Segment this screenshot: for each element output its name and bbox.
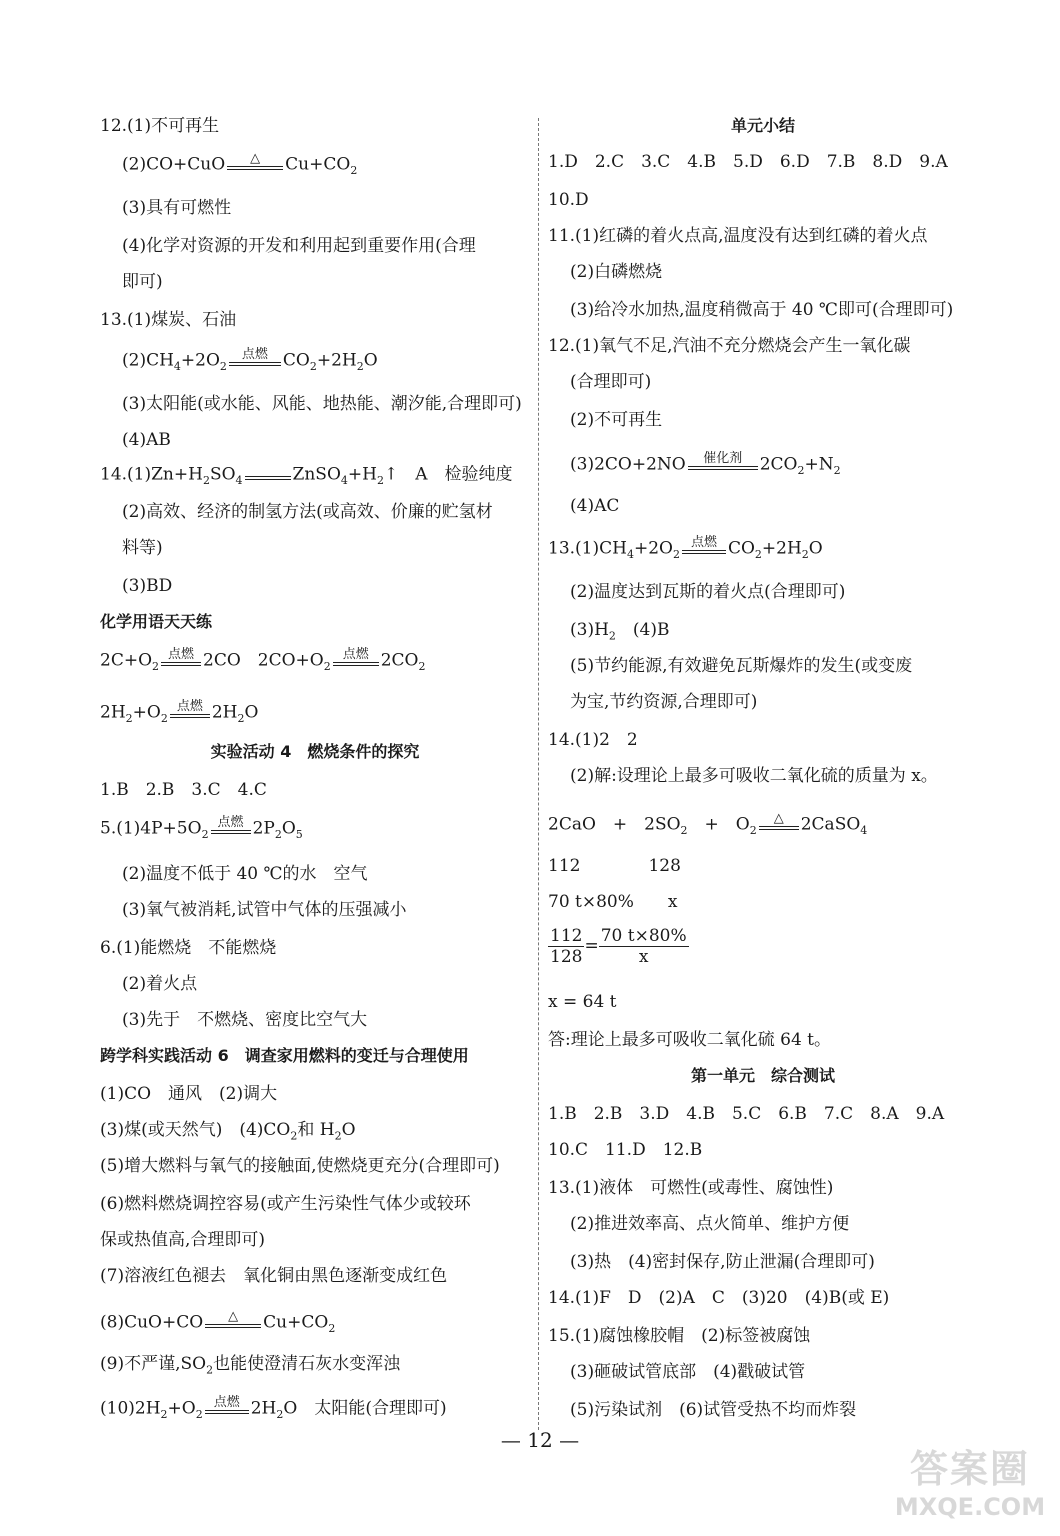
equation-line: $(2)CH_4+2O_2$ 点燃 $CO_2+2H_2O$ [122,347,378,373]
answer-line: (9)不严谨$,SO_2$也能使澄清石灰水变浑浊 [100,1354,401,1377]
equation-line: $5.(1)4P+5O_2$ 点燃 $2P_2O_5$ [100,815,303,841]
answer-line: 12.(1)氧气不足,汽油不充分燃烧会产生一氧化碳 [548,336,911,356]
answer-line: 15.(1)腐蚀橡胶帽 (2)标签被腐蚀 [548,1326,811,1346]
answer-line: (4)AB [122,430,171,450]
answer-line: (3)热 (4)密封保存,防止泄漏(合理即可) [570,1252,875,1272]
reaction-condition: 点燃 [170,700,210,726]
reaction-condition: △ [759,812,799,838]
answer-line: (3)砸破试管底部 (4)戳破试管 [570,1362,806,1382]
reaction-condition: △ [227,152,283,178]
calc-line: x = 64 t [548,992,617,1012]
reaction-condition [245,462,291,488]
section-heading: 化学用语天天练 [100,612,213,631]
reaction-condition: △ [205,1310,261,1336]
answer-line: (3)氧气被消耗,试管中气体的压强减小 [122,900,407,920]
answer-line: 12.(1)不可再生 [100,116,220,136]
calc-fraction-line: $\frac{112}{128}$ = $\frac{70 t\times 80\%}{x}$ [550,926,687,967]
answer-line: (合理即可) [570,372,652,392]
answer-line: (3)太阳能(或水能、风能、地热能、潮汐能,合理即可) [122,394,522,414]
answer-line: (2)温度达到瓦斯的着火点(合理即可) [570,582,846,602]
answer-line: 13.(1)液体 可燃性(或毒性、腐蚀性) [548,1178,834,1198]
equation-line: $14.(1)Zn+H_2SO_4$ $ZnSO_4+H_2↑$ A 检验纯度 [100,462,513,493]
answer-line: (4)化学对资源的开发和利用起到重要作用(合理 [122,236,476,256]
answer-line: (2)白磷燃烧 [570,262,663,282]
reaction-condition: 点燃 [229,348,281,374]
answer-line: 1.B 2.B 3.C 4.C [100,780,267,800]
page-number: — 12 — [500,1428,580,1452]
equation-line: 2CaO + $2SO_2$ + $O_2$ △ 2CaSO$_4$ [548,811,868,837]
answer-line: (3)给冷水加热,温度稍微高于 40 ℃即可(合理即可) [570,300,954,320]
answer-line: (5)增大燃料与氧气的接触面,使燃烧更充分(合理即可) [100,1156,500,1176]
answer-line: (5)节约能源,有效避免瓦斯爆炸的发生(或变废 [570,656,913,676]
section-heading: 单元小结 [730,116,795,135]
answer-line: 为宝,节约资源,合理即可) [570,692,758,712]
answer-line: 料等) [122,538,163,558]
equation-line: (2)CO+CuO △ $Cu+CO_2$ [122,151,358,177]
section-heading: 跨学科实践活动 6 调查家用燃料的变迁与合理使用 [100,1046,469,1065]
answer-line: 14.(1)2 2 [548,730,638,750]
answer-line: (2)解:设理论上最多可吸收二氧化硫的质量为 x。 [570,766,938,786]
answer-line: 10.C 11.D 12.B [548,1140,703,1160]
answer-line: 保或热值高,合理即可) [100,1230,266,1250]
answer-line: (7)溶液红色褪去 氧化铜由黑色逐渐变成红色 [100,1266,448,1286]
fraction: $\frac{112}{128}$ [550,926,583,967]
answer-line: $(3)H_2$ (4)B [570,620,670,643]
answer-line: 14.(1)F D (2)A C (3)20 (4)B(或 E) [548,1288,890,1308]
watermark-text: 答案圈 [909,1447,1030,1491]
equation-line: (8)CuO+CO △ $Cu+CO_2$ [100,1309,336,1335]
answer-line: 1.B 2.B 3.D 4.B 5.C 6.B 7.C 8.A 9.A [548,1104,945,1124]
answer-line: (2)高效、经济的制氢方法(或高效、价廉的贮氢材 [122,502,493,522]
answer-line: 6.(1)能燃烧 不能燃烧 [100,938,277,958]
answer-line: (2)温度不低于 40 ℃的水 空气 [122,864,368,884]
answer-line: (1)CO 通风 (2)调大 [100,1084,278,1104]
fraction: $\frac{70 t\times 80\%}{x}$ [600,926,687,967]
section-heading: 第一单元 综合测试 [690,1066,835,1085]
calc-line: 70 t×80% x [548,892,678,912]
watermark-url: MXQE.COM [894,1493,1046,1521]
answer-line: (3)先于 不燃烧、密度比空气大 [122,1010,368,1030]
answer-line: 1.D 2.C 3.C 4.B 5.D 6.D 7.B 8.D 9.A [548,152,948,172]
reaction-condition: 点燃 [211,816,251,842]
calc-line: 112 128 [548,856,681,876]
column-divider [538,118,539,1430]
reaction-condition: 点燃 [205,1396,249,1422]
equation-line: $2H_2+O_2$ 点燃 $2H_2O$ [100,699,259,725]
answer-line: 答:理论上最多可吸收二氧化硫 64 t。 [548,1030,831,1050]
reaction-condition: 催化剂 [688,452,758,478]
answer-line: (4)AC [570,496,620,516]
section-heading: 实验活动 4 燃烧条件的探究 [210,742,420,761]
answer-line: (2)着火点 [122,974,198,994]
answer-line: (3)具有可燃性 [122,198,232,218]
equation-line: $13.(1)CH_4+2O_2$ 点燃 $CO_2+2H_2O$ [548,535,823,561]
answer-line: (2)不可再生 [570,410,663,430]
answer-line: (5)污染试剂 (6)试管受热不均而炸裂 [570,1400,857,1420]
reaction-condition: 点燃 [161,648,201,674]
watermark-logo [890,1446,1050,1530]
reaction-condition: 点燃 [333,648,379,674]
equation-line: $2C+O_2$ 点燃 2CO $2CO+O_2$ 点燃 $2CO_2$ [100,647,426,673]
equation-line: (3)2CO+2NO 催化剂 $2CO_2+N_2$ [570,451,841,477]
equation-line: $(10)2H_2+O_2$ 点燃 $2H_2O$ 太阳能(合理即可) [100,1395,447,1421]
answer-line: (3)煤(或天然气) $(4)CO_2$和 $H_2O$ [100,1120,356,1143]
answer-line: 即可) [122,272,163,292]
reaction-condition: 点燃 [682,536,726,562]
answer-line: (2)推进效率高、点火简单、维护方便 [570,1214,850,1234]
answer-line: 10.D [548,190,589,210]
answer-line: (3)BD [122,576,173,596]
answer-line: 11.(1)红磷的着火点高,温度没有达到红磷的着火点 [548,226,928,246]
answer-line: (6)燃料燃烧调控容易(或产生污染性气体少或较环 [100,1194,471,1214]
answer-line: 13.(1)煤炭、石油 [100,310,237,330]
